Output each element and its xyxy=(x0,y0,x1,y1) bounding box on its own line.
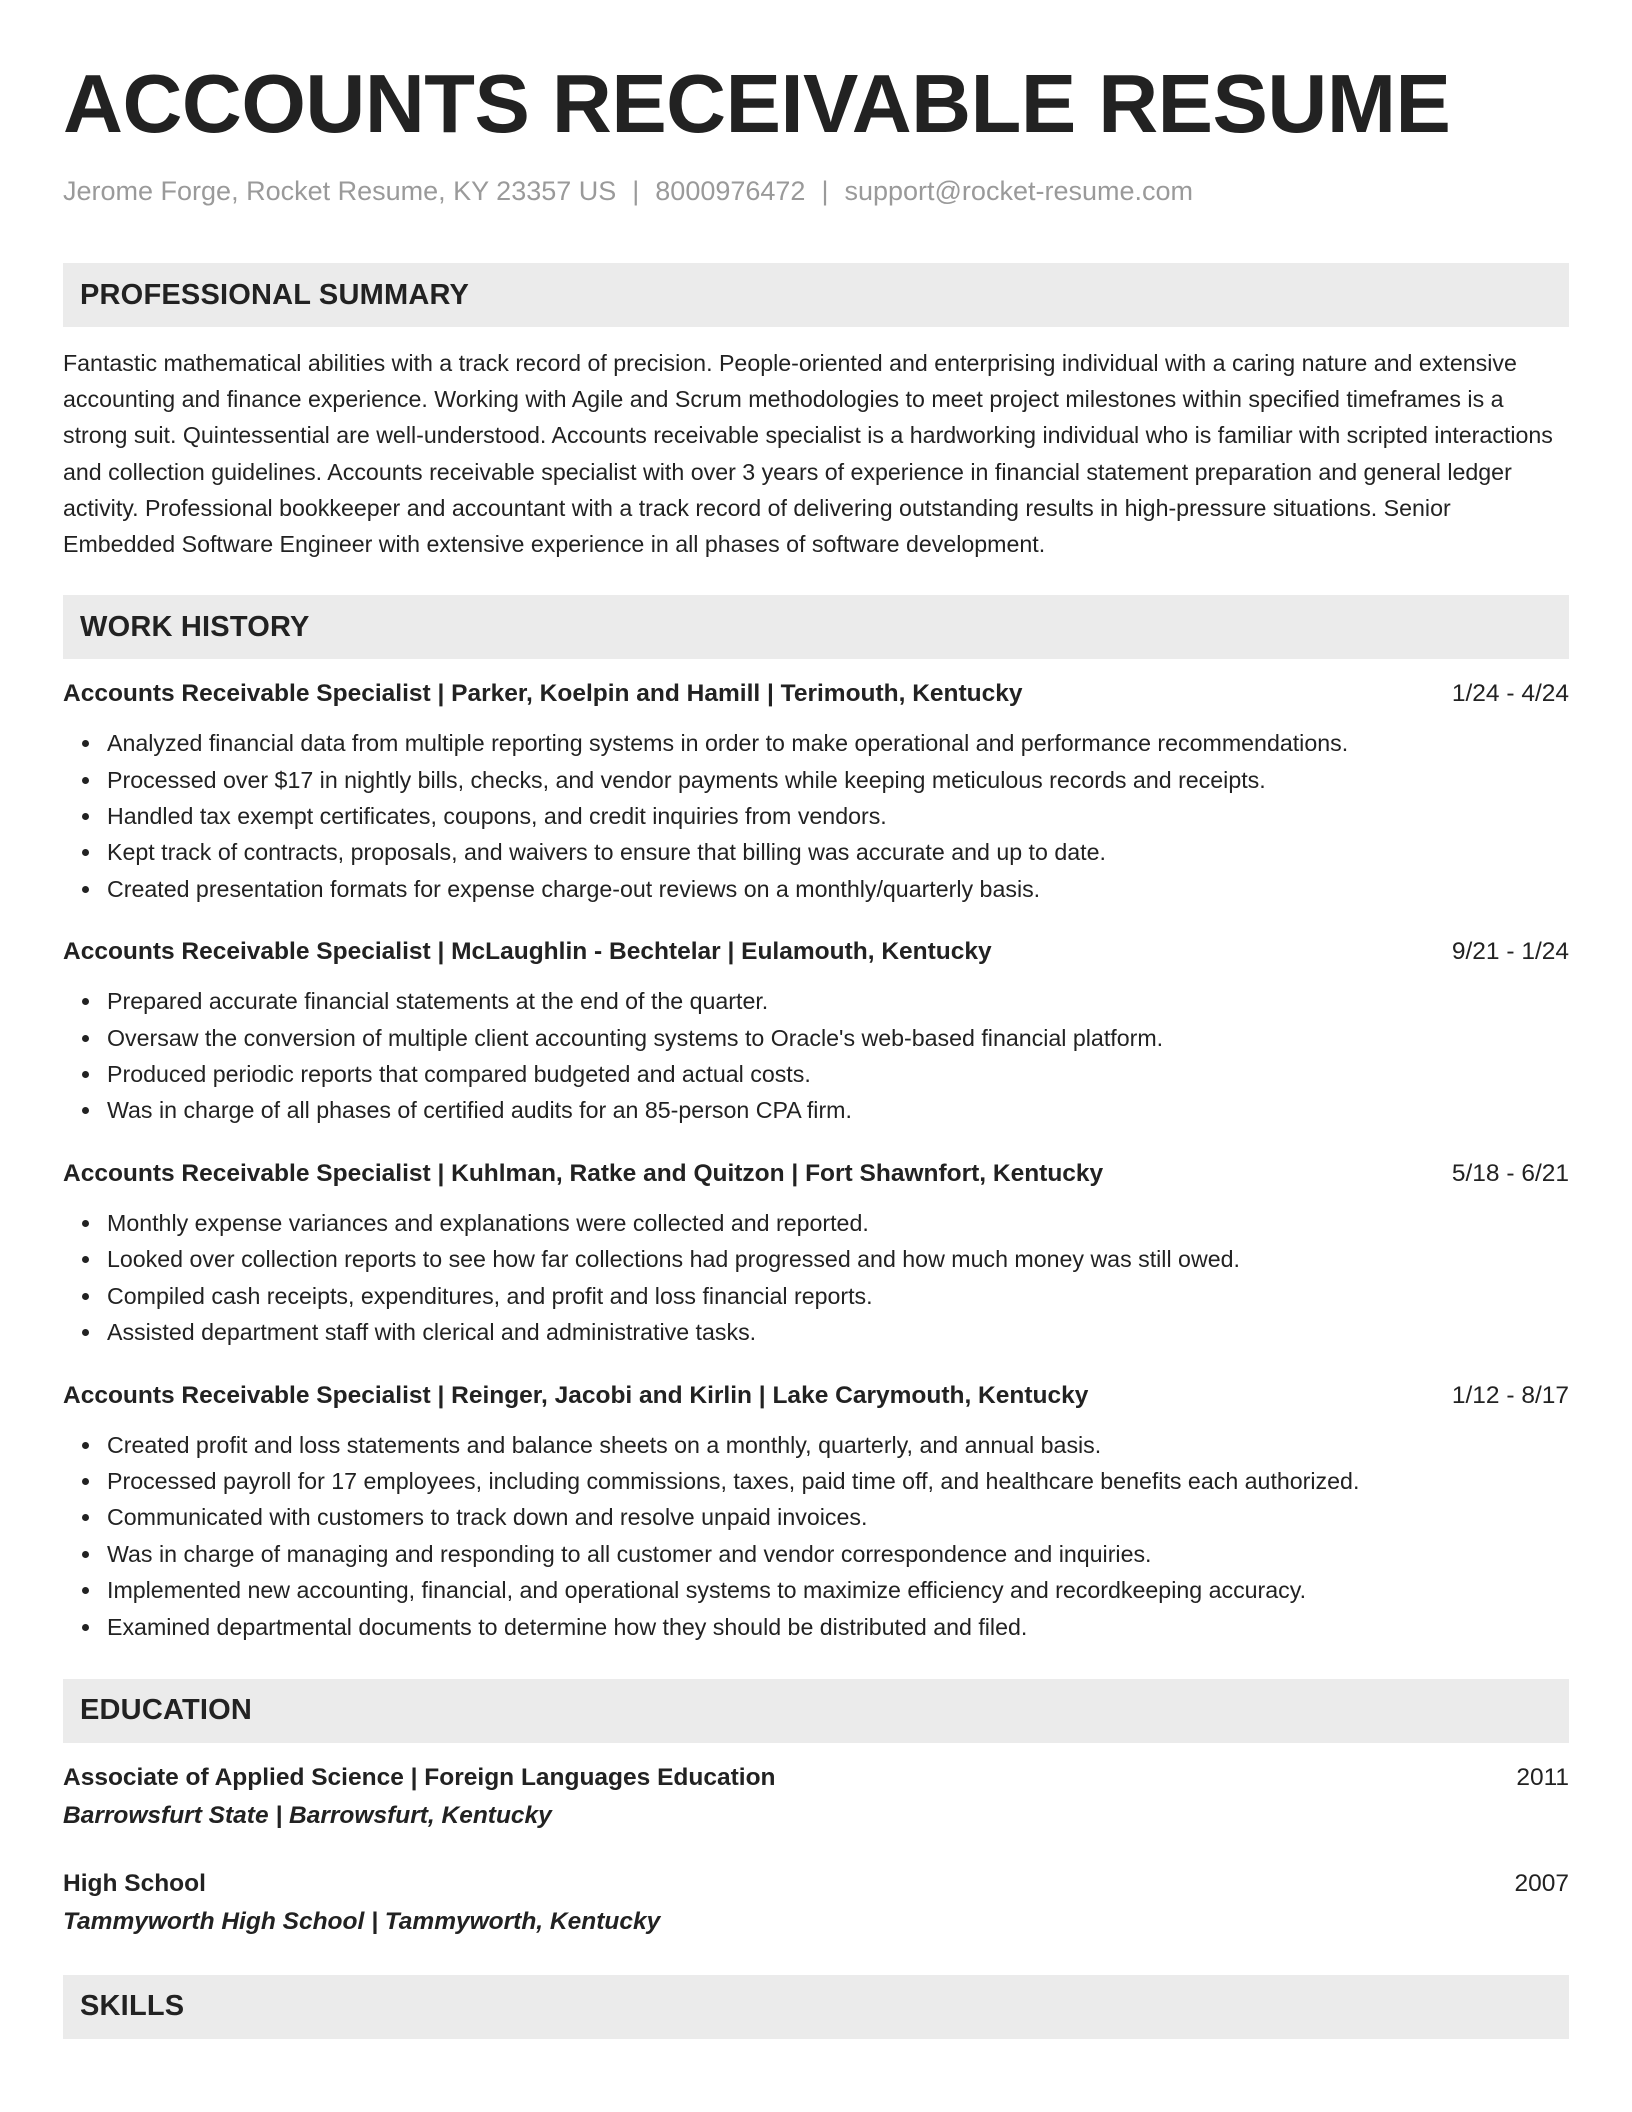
job-bullets xyxy=(63,1205,1569,1351)
job-entry xyxy=(63,677,1569,907)
section-heading-summary: PROFESSIONAL SUMMARY xyxy=(63,263,1569,327)
job-bullet: Looked over collection reports to see how far collections had progressed and how much money was still owed. xyxy=(107,1241,1569,1277)
job-title: Accounts Receivable Specialist | Reinger, Jacobi and Kirlin | Lake Carymouth, Kentucky xyxy=(63,1381,1089,1409)
education-school: Tammyworth High School | Tammyworth, Kentucky xyxy=(63,1907,661,1935)
job-bullets xyxy=(63,725,1569,907)
education-year: 2011 xyxy=(1516,1763,1569,1791)
job-header xyxy=(63,1379,1569,1413)
contact-email: support@rocket-resume.com xyxy=(844,176,1193,206)
job-title: Accounts Receivable Specialist | Kuhlman, Ratke and Quitzon | Fort Shawnfort, Kentucky xyxy=(63,1159,1104,1187)
contact-separator: | xyxy=(821,176,829,206)
education-degree: Associate of Applied Science | Foreign Languages Education xyxy=(63,1763,776,1791)
job-bullet: Assisted department staff with clerical and administrative tasks. xyxy=(107,1314,1569,1350)
job-bullet: Kept track of contracts, proposals, and waivers to ensure that billing was accurate and up to date. xyxy=(107,834,1569,870)
job-bullet: Processed over $17 in nightly bills, checks, and vendor payments while keeping meticulous records and receipts. xyxy=(107,762,1569,798)
job-bullets xyxy=(63,1427,1569,1645)
summary-text: Fantastic mathematical abilities with a track record of precision. People-oriented and enterprising individual with a caring nature and extensive accounting and finance experience. Working with Agile and Scrum methodologies to meet project milestones within specified timeframes is a strong suit. Quintessential are well-understood. Accounts receivable specialist is a hardworking individual who is familiar with scripted interactions and collection guidelines. Accounts receivable specialist with over 3 years of experience in financial statement preparation and general ledger activity. Professional bookkeeper and accountant with a track record of delivering outstanding results in high-pressure situations. Senior Embedded Software Engineer with extensive experience in all phases of software development. xyxy=(63,350,1553,558)
education-entry xyxy=(63,1867,1569,1939)
job-bullets xyxy=(63,983,1569,1129)
job-title: Accounts Receivable Specialist | Parker, Koelpin and Hamill | Terimouth, Kentucky xyxy=(63,680,1023,708)
job-title: Accounts Receivable Specialist | McLaughlin - Bechtelar | Eulamouth, Kentucky xyxy=(63,938,992,966)
job-bullet: Handled tax exempt certificates, coupons, and credit inquiries from vendors. xyxy=(107,798,1569,834)
job-bullet: Oversaw the conversion of multiple client accounting systems to Oracle's web-based financial platform. xyxy=(107,1020,1569,1056)
education-year: 2007 xyxy=(1514,1869,1569,1897)
education-entry xyxy=(63,1761,1569,1833)
education-degree: High School xyxy=(63,1869,206,1897)
contact-separator: | xyxy=(632,176,640,206)
job-dates: 1/24 - 4/24 xyxy=(1451,680,1569,708)
job-entry xyxy=(63,1379,1569,1645)
job-bullet: Was in charge of managing and responding to all customer and vendor correspondence and inquiries. xyxy=(107,1536,1569,1572)
section-heading-skills: SKILLS xyxy=(63,1975,1569,2039)
job-bullet: Produced periodic reports that compared budgeted and actual costs. xyxy=(107,1056,1569,1092)
job-dates: 5/18 - 6/21 xyxy=(1451,1159,1569,1187)
section-heading-education: EDUCATION xyxy=(63,1679,1569,1743)
job-bullet: Created presentation formats for expense charge-out reviews on a monthly/quarterly basis. xyxy=(107,871,1569,907)
education-school: Barrowsfurt State | Barrowsfurt, Kentucky xyxy=(63,1801,552,1829)
job-dates: 9/21 - 1/24 xyxy=(1451,938,1569,966)
contact-line xyxy=(63,174,1569,208)
job-bullet: Monthly expense variances and explanations were collected and reported. xyxy=(107,1205,1569,1241)
job-bullet: Prepared accurate financial statements at the end of the quarter. xyxy=(107,983,1569,1019)
job-bullet: Processed payroll for 17 employees, including commissions, taxes, paid time off, and healthcare benefits each authorized. xyxy=(107,1463,1569,1499)
job-header xyxy=(63,935,1569,969)
job-bullet: Created profit and loss statements and balance sheets on a monthly, quarterly, and annual basis. xyxy=(107,1427,1569,1463)
job-header xyxy=(63,1157,1569,1191)
job-entry xyxy=(63,935,1569,1129)
education-header xyxy=(63,1867,1569,1901)
job-bullet: Examined departmental documents to determine how they should be distributed and filed. xyxy=(107,1609,1569,1645)
job-bullet: Implemented new accounting, financial, and operational systems to maximize efficiency and recordkeeping accuracy. xyxy=(107,1572,1569,1608)
job-dates: 1/12 - 8/17 xyxy=(1451,1381,1569,1409)
job-header xyxy=(63,677,1569,711)
contact-address: Jerome Forge, Rocket Resume, KY 23357 US xyxy=(63,176,617,206)
contact-phone: 8000976472 xyxy=(655,176,806,206)
job-entry xyxy=(63,1157,1569,1351)
resume-title: ACCOUNTS RECEIVABLE RESUME xyxy=(63,57,1451,150)
job-bullet: Compiled cash receipts, expenditures, and profit and loss financial reports. xyxy=(107,1278,1569,1314)
job-bullet: Was in charge of all phases of certified audits for an 85-person CPA firm. xyxy=(107,1092,1569,1128)
job-bullet: Communicated with customers to track down and resolve unpaid invoices. xyxy=(107,1499,1569,1535)
education-header xyxy=(63,1761,1569,1795)
section-heading-work-history: WORK HISTORY xyxy=(63,595,1569,659)
job-bullet: Analyzed financial data from multiple reporting systems in order to make operational and performance recommendations. xyxy=(107,725,1569,761)
